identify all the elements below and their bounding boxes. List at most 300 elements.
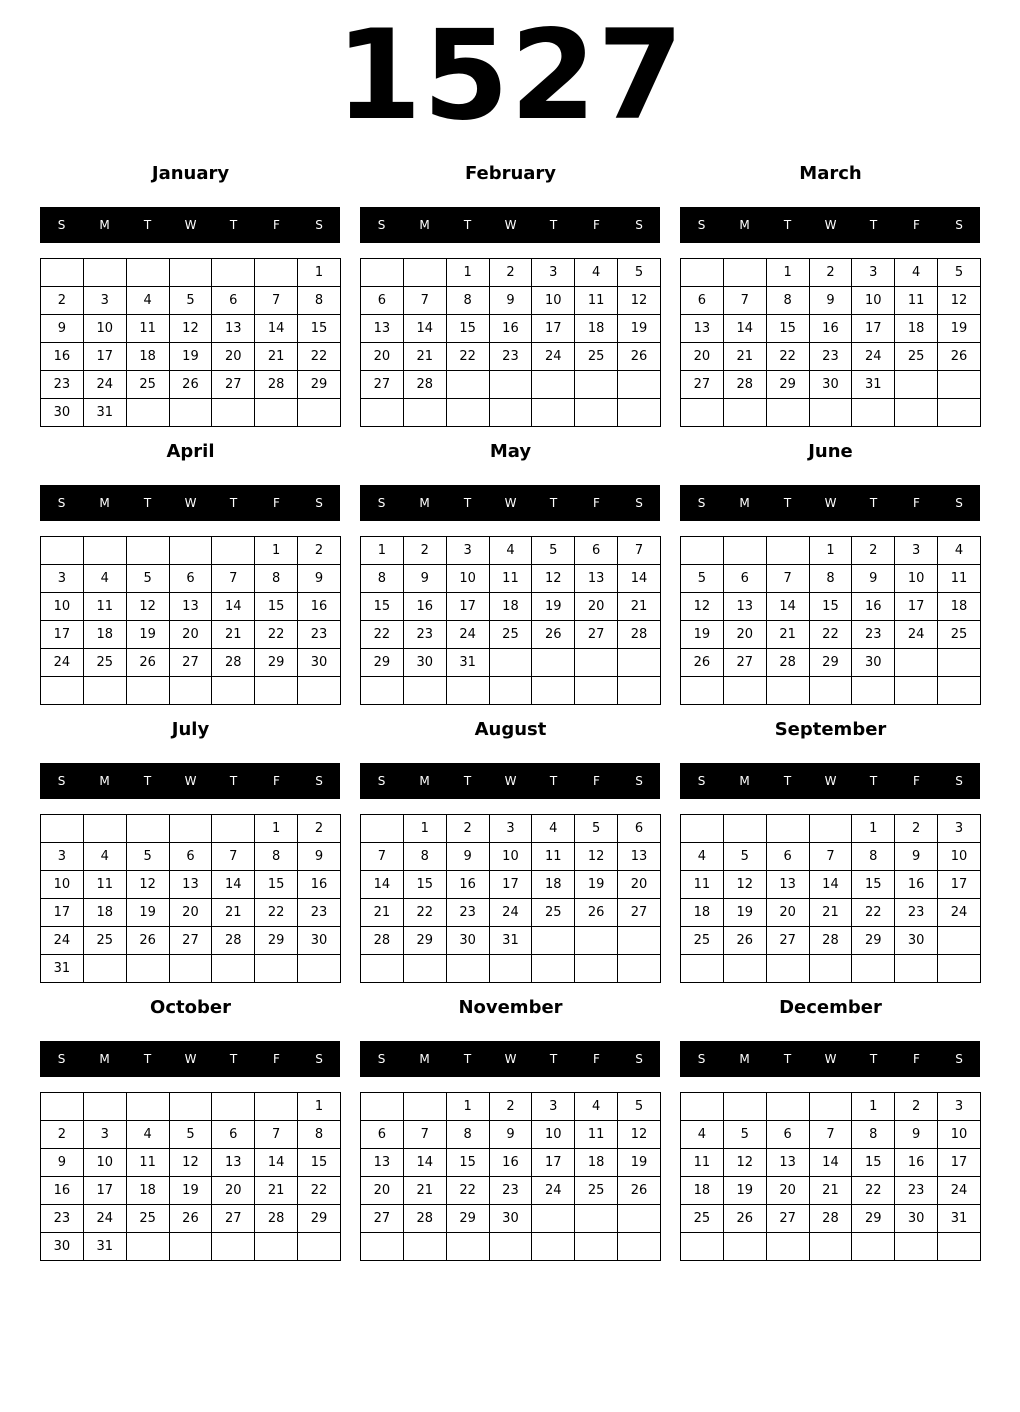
week-row [681,1205,981,1233]
week-row [361,593,661,621]
weekday-label: M [99,774,110,788]
week-row [681,371,981,399]
day-cell: 5 [681,565,724,593]
day-cell: 18 [83,899,126,927]
day-cell: 4 [938,537,981,565]
week-row [361,315,661,343]
weekday-label: M [99,1052,110,1066]
day-cell [169,399,212,427]
day-cell: 6 [212,287,255,315]
day-cell [618,649,661,677]
day-cell: 3 [446,537,489,565]
week-row [681,1093,981,1121]
day-cell: 5 [169,287,212,315]
day-cell: 3 [41,565,84,593]
weekday-label: W [504,1052,517,1066]
day-cell: 21 [212,899,255,927]
day-cell [212,815,255,843]
day-cell: 24 [83,371,126,399]
day-cell: 21 [618,593,661,621]
weekday-label: T [549,774,558,788]
week-row [361,259,661,287]
day-cell [83,1093,126,1121]
day-cell: 31 [83,1233,126,1261]
day-cell: 27 [169,649,212,677]
day-cell: 22 [298,1177,341,1205]
day-cell [809,815,852,843]
day-cell [489,371,532,399]
weekday-label: T [463,218,472,232]
day-grid [360,1092,661,1261]
week-row [361,537,661,565]
day-cell [809,1093,852,1121]
day-cell: 27 [212,371,255,399]
day-cell: 16 [809,315,852,343]
day-cell [126,1093,169,1121]
day-cell: 11 [681,871,724,899]
day-cell [403,259,446,287]
day-cell: 12 [532,565,575,593]
day-cell: 11 [938,565,981,593]
day-cell [169,1093,212,1121]
day-cell [361,677,404,705]
day-cell [403,1233,446,1261]
week-row [681,955,981,983]
day-cell: 4 [895,259,938,287]
week-row [361,343,661,371]
day-cell [489,955,532,983]
week-row [361,565,661,593]
day-cell [766,677,809,705]
day-cell: 19 [938,315,981,343]
week-row [41,399,341,427]
weekday-header [680,1041,980,1077]
day-cell: 4 [489,537,532,565]
day-cell: 16 [895,871,938,899]
day-cell: 12 [169,315,212,343]
weekday-label: F [913,774,920,788]
weekday-label: T [143,218,152,232]
day-cell [41,815,84,843]
month-name: January [151,163,230,184]
weekday-header [680,485,980,521]
day-cell: 19 [126,621,169,649]
weekday-label: W [824,218,837,232]
day-cell [618,677,661,705]
day-cell: 14 [255,1149,298,1177]
day-cell: 31 [83,399,126,427]
day-cell: 24 [852,343,895,371]
week-row [41,343,341,371]
day-cell: 21 [403,343,446,371]
day-cell: 4 [126,287,169,315]
day-cell: 15 [852,1149,895,1177]
day-cell [766,955,809,983]
weekday-label: T [783,218,792,232]
day-cell: 28 [361,927,404,955]
day-cell: 9 [298,565,341,593]
day-cell: 3 [895,537,938,565]
day-cell: 12 [723,1149,766,1177]
day-cell: 1 [298,259,341,287]
month-name: December [779,997,882,1018]
day-cell: 17 [83,343,126,371]
day-cell [681,399,724,427]
week-row [41,649,341,677]
day-cell: 28 [809,1205,852,1233]
day-cell [126,815,169,843]
weekday-label: W [184,1052,197,1066]
week-row [681,621,981,649]
day-cell: 17 [41,621,84,649]
day-cell: 14 [403,315,446,343]
day-cell: 29 [446,1205,489,1233]
weekday-label: W [504,218,517,232]
day-cell: 18 [895,315,938,343]
week-row [361,399,661,427]
day-cell: 2 [41,1121,84,1149]
day-cell [169,537,212,565]
day-cell: 26 [618,1177,661,1205]
week-row [41,621,341,649]
day-cell: 27 [681,371,724,399]
day-cell: 24 [938,899,981,927]
day-cell: 22 [298,343,341,371]
day-cell: 29 [852,927,895,955]
month-name: May [489,441,532,462]
day-cell: 14 [618,565,661,593]
weekday-label: S [697,1052,706,1066]
day-cell: 26 [575,899,618,927]
day-cell: 25 [575,1177,618,1205]
weekday-label: T [869,496,878,510]
day-cell [681,537,724,565]
day-cell: 18 [532,871,575,899]
day-cell: 27 [723,649,766,677]
weekday-header [360,763,660,799]
day-cell: 27 [766,1205,809,1233]
week-row [681,593,981,621]
day-cell [489,1233,532,1261]
day-grid [40,814,341,983]
day-cell: 1 [403,815,446,843]
day-cell [361,955,404,983]
day-cell: 25 [938,621,981,649]
day-cell [575,649,618,677]
day-cell: 1 [852,1093,895,1121]
weekday-label: M [419,496,430,510]
week-row [41,677,341,705]
day-cell: 15 [361,593,404,621]
day-cell: 25 [126,1205,169,1233]
day-cell: 29 [298,1205,341,1233]
day-cell [681,1093,724,1121]
day-cell: 15 [255,871,298,899]
day-cell: 18 [126,343,169,371]
day-cell: 21 [255,343,298,371]
day-cell: 20 [766,899,809,927]
day-cell [126,1233,169,1261]
weekday-header [360,485,660,521]
day-cell: 25 [681,927,724,955]
day-cell: 19 [169,1177,212,1205]
day-cell: 20 [766,1177,809,1205]
day-cell: 6 [681,287,724,315]
day-cell: 4 [575,1093,618,1121]
day-cell: 21 [255,1177,298,1205]
day-grid [680,814,981,983]
day-cell [723,537,766,565]
day-cell [895,677,938,705]
day-cell [298,955,341,983]
week-row [361,1149,661,1177]
day-cell [618,1205,661,1233]
weekday-label: T [229,774,238,788]
day-cell: 17 [446,593,489,621]
day-cell: 28 [212,927,255,955]
day-cell: 29 [361,649,404,677]
day-cell: 22 [255,899,298,927]
day-cell [575,1205,618,1233]
day-cell: 16 [298,871,341,899]
day-cell: 29 [403,927,446,955]
day-cell: 23 [895,1177,938,1205]
day-cell: 30 [895,1205,938,1233]
day-cell [212,537,255,565]
weekday-label: T [463,1052,472,1066]
day-cell: 4 [126,1121,169,1149]
day-cell: 22 [446,1177,489,1205]
day-cell: 20 [169,899,212,927]
day-cell [575,927,618,955]
day-cell [41,677,84,705]
day-cell [681,259,724,287]
weekday-label: S [635,1052,643,1066]
day-cell: 6 [575,537,618,565]
day-cell: 26 [938,343,981,371]
week-row [41,287,341,315]
day-cell: 3 [938,815,981,843]
day-cell [41,537,84,565]
day-cell: 6 [361,287,404,315]
day-cell: 27 [361,1205,404,1233]
day-cell: 13 [723,593,766,621]
day-cell: 5 [126,843,169,871]
month-name: April [166,441,215,462]
day-cell [575,677,618,705]
day-cell [126,677,169,705]
day-cell: 25 [895,343,938,371]
day-cell [766,1233,809,1261]
week-row [41,843,341,871]
day-cell [532,399,575,427]
week-row [41,1093,341,1121]
week-row [41,537,341,565]
day-cell: 7 [809,843,852,871]
day-cell: 11 [681,1149,724,1177]
day-cell: 18 [126,1177,169,1205]
day-cell [852,677,895,705]
day-cell [723,677,766,705]
day-cell: 8 [403,843,446,871]
day-cell: 14 [255,315,298,343]
day-cell: 30 [895,927,938,955]
day-cell [723,259,766,287]
day-cell [618,399,661,427]
weekday-label: S [955,218,963,232]
day-cell [126,955,169,983]
weekday-label: M [739,496,750,510]
weekday-label: F [273,774,280,788]
day-cell [255,1093,298,1121]
day-cell: 26 [723,927,766,955]
day-cell: 7 [809,1121,852,1149]
weekday-label: M [739,1052,750,1066]
weekday-label: S [377,774,386,788]
week-row [361,899,661,927]
day-cell [361,815,404,843]
day-cell: 12 [575,843,618,871]
day-cell: 22 [403,899,446,927]
day-cell: 14 [723,315,766,343]
day-cell: 17 [83,1177,126,1205]
day-cell: 23 [41,371,84,399]
week-row [41,1233,341,1261]
day-cell: 23 [298,621,341,649]
day-cell: 1 [298,1093,341,1121]
day-cell: 7 [361,843,404,871]
day-cell: 14 [766,593,809,621]
day-cell: 31 [489,927,532,955]
day-cell: 6 [361,1121,404,1149]
weekday-label: S [315,218,323,232]
day-cell: 7 [255,287,298,315]
day-cell: 26 [532,621,575,649]
day-cell [83,815,126,843]
weekday-label: S [697,218,706,232]
day-cell [681,815,724,843]
week-row [361,843,661,871]
day-cell [489,399,532,427]
day-cell: 10 [532,287,575,315]
day-cell: 19 [575,871,618,899]
day-cell [361,1093,404,1121]
day-cell: 28 [403,1205,446,1233]
day-cell: 14 [212,871,255,899]
weekday-header [680,207,980,243]
day-cell: 24 [489,899,532,927]
day-cell: 23 [489,1177,532,1205]
day-cell: 17 [532,1149,575,1177]
day-cell [83,955,126,983]
day-cell: 30 [41,1233,84,1261]
day-cell: 2 [403,537,446,565]
day-cell: 8 [298,287,341,315]
day-cell: 9 [852,565,895,593]
day-cell: 28 [809,927,852,955]
day-cell: 10 [41,871,84,899]
day-cell [169,815,212,843]
day-cell: 28 [766,649,809,677]
weekday-header [680,763,980,799]
day-cell: 13 [169,871,212,899]
day-cell: 9 [489,287,532,315]
day-cell: 10 [938,843,981,871]
day-cell: 28 [618,621,661,649]
day-cell: 30 [852,649,895,677]
day-cell: 24 [446,621,489,649]
day-cell: 2 [446,815,489,843]
day-cell: 29 [298,371,341,399]
day-cell: 1 [361,537,404,565]
day-cell [255,955,298,983]
weekday-label: W [824,1052,837,1066]
day-cell: 5 [618,1093,661,1121]
day-cell: 16 [41,343,84,371]
day-cell: 16 [298,593,341,621]
month-name: July [171,719,210,740]
day-cell [766,1093,809,1121]
week-row [41,371,341,399]
day-cell: 23 [489,343,532,371]
weekday-label: F [913,218,920,232]
day-cell [361,259,404,287]
week-row [681,259,981,287]
day-cell: 30 [809,371,852,399]
week-row [41,315,341,343]
day-cell: 20 [618,871,661,899]
day-cell [938,649,981,677]
day-cell: 21 [809,899,852,927]
weekday-label: S [697,774,706,788]
day-cell: 17 [489,871,532,899]
day-cell [126,537,169,565]
weekday-label: T [783,1052,792,1066]
day-cell: 24 [41,649,84,677]
day-cell [938,677,981,705]
year-title: 1527 [335,4,685,148]
day-cell: 17 [938,1149,981,1177]
weekday-header [40,485,340,521]
day-cell [938,927,981,955]
day-cell [403,1093,446,1121]
day-cell: 4 [575,259,618,287]
day-cell: 15 [298,315,341,343]
day-cell: 30 [489,1205,532,1233]
day-cell: 16 [446,871,489,899]
day-grid [680,1092,981,1261]
day-cell: 28 [255,1205,298,1233]
day-cell: 15 [809,593,852,621]
day-cell [723,1233,766,1261]
day-cell: 15 [298,1149,341,1177]
day-cell: 14 [809,1149,852,1177]
week-row [41,593,341,621]
day-cell [618,371,661,399]
day-cell: 23 [446,899,489,927]
day-cell: 23 [403,621,446,649]
month-name: September [774,719,887,740]
day-cell: 20 [169,621,212,649]
weekday-label: M [739,218,750,232]
weekday-label: S [57,774,66,788]
week-row [41,1121,341,1149]
day-cell: 23 [809,343,852,371]
day-cell: 14 [403,1149,446,1177]
day-cell: 27 [766,927,809,955]
day-cell: 10 [852,287,895,315]
weekday-label: M [419,774,430,788]
